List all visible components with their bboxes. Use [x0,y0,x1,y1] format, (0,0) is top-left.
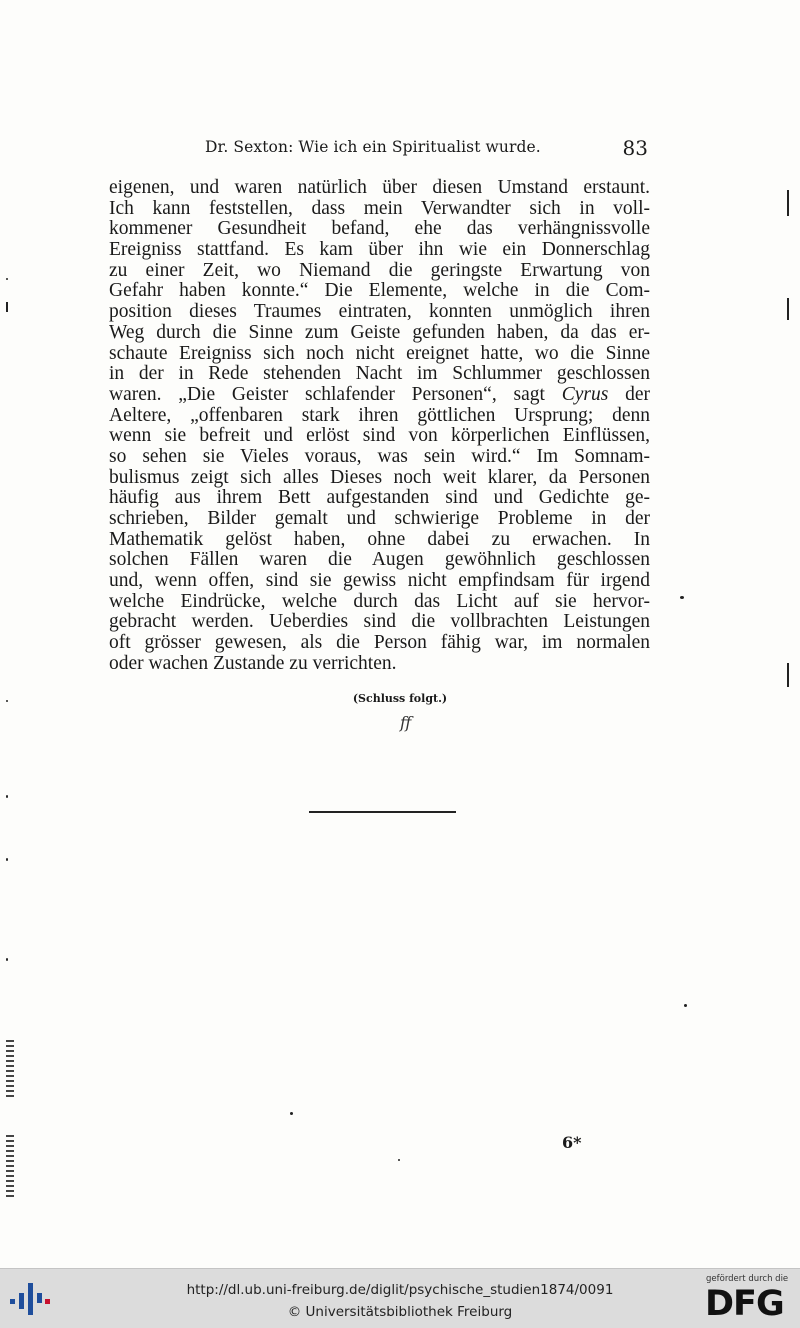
text-line: bulismus zeigt sich alles Dieses noch weit klarer, da Personen [109,466,650,488]
dust-speck [6,958,8,961]
dust-speck [6,700,8,702]
text-line: Weg durch die Sinne zum Geiste gefunden haben, da das er- [109,321,650,343]
dfg-caption: gefördert durch die [706,1274,789,1284]
dfg-logo: DFG [705,1284,784,1324]
text-line: schrieben, Bilder gemalt und schwierige Probleme in der [109,508,650,529]
text-line: solchen Fällen waren die Augen gewöhnlich geschlossen [109,549,650,571]
margin-mark [787,298,789,320]
pencil-annotation: ff [400,713,412,732]
binding-edge-marks [6,1040,14,1098]
dust-speck [6,278,8,280]
text-line: Aeltere, „offenbaren stark ihren göttlichen Ursprung; denn [109,404,650,426]
continuation-note: (Schluss folgt.) [352,692,448,705]
dust-speck [680,596,684,599]
running-title: Dr. Sexton: Wie ich ein Spiritualist wurde. [205,138,541,156]
dust-speck [398,1159,400,1161]
text-line: waren. „Die Geister schlafender Personen“, sagt Cyrus der [109,383,650,405]
page-header [205,136,650,166]
viewer-footer [0,1268,800,1328]
copyright-notice: © Universitätsbibliothek Freiburg [287,1304,513,1320]
text-line: kommener Gesundheit befand, ehe das verhängnissvolle [109,218,650,240]
dust-speck [6,795,8,798]
section-divider [309,811,456,813]
binding-edge-marks [6,1135,14,1197]
text-line: Gefahr haben konnte.“ Die Elemente, welche in die Com- [109,280,650,302]
text-line: eigenen, und waren natürlich über diesen Umstand erstaunt. [109,177,650,198]
signature-mark: 6* [562,1133,582,1152]
body-text [109,178,650,675]
text-line: schaute Ereigniss sich noch nicht ereignet hatte, wo die Sinne [109,342,650,364]
text-line: oft grösser gewesen, als die Person fähig war, im normalen [109,632,650,654]
margin-mark [787,190,789,216]
dust-speck [290,1112,293,1115]
text-line: in der in Rede stehenden Nacht im Schlummer geschlossen [109,363,650,385]
text-line: zu einer Zeit, wo Niemand die geringste Erwartung von [109,259,650,281]
text-line: Ereigniss stattfand. Es kam über ihn wie ein Donnerschlag [109,239,650,261]
text-line: oder wachen Zustande zu verrichten. [109,652,397,674]
permalink-url[interactable]: http://dl.ub.uni-freiburg.de/diglit/psychische_studien1874/0091 [186,1282,614,1298]
margin-mark [787,663,789,687]
text-line: und, wenn offen, sind sie gewiss nicht empfindsam für irgend [109,570,650,592]
dust-speck [6,858,8,861]
text-line: welche Eindrücke, welche durch das Licht auf sie hervor- [109,590,650,612]
text-line: Mathematik gelöst haben, ohne dabei zu erwachen. In [109,528,650,550]
text-line: so sehen sie Vieles voraus, was sein wird.“ Im Somnam- [109,445,650,467]
text-line: wenn sie befreit und erlöst sind von körperlichen Einflüssen, [109,425,650,447]
text-line: Ich kann feststellen, dass mein Verwandter sich in voll- [109,197,650,219]
text-line: gebracht werden. Ueberdies sind die vollbrachten Leistungen [109,611,650,633]
dust-speck [684,1004,687,1007]
text-line: position dieses Traumes eintraten, konnten unmöglich ihren [109,301,650,323]
page-number: 83 [622,136,648,160]
margin-mark [6,302,8,312]
text-line: häufig aus ihrem Bett aufgestanden sind und Gedichte ge- [109,487,650,509]
